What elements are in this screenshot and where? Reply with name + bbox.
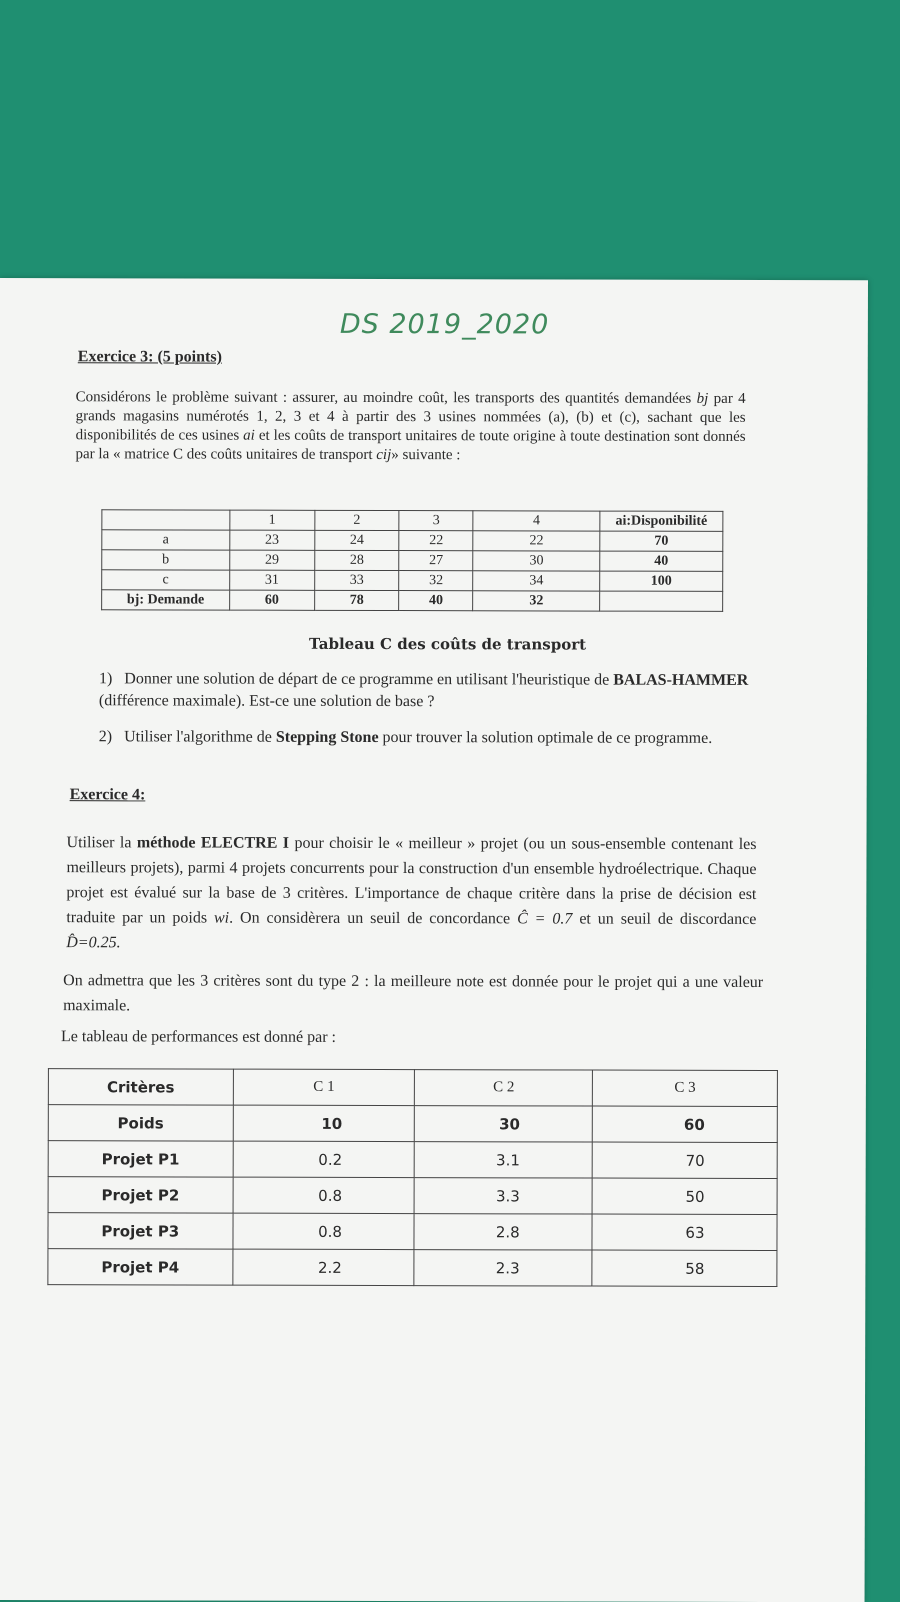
handwritten-annotation: DS 2019_2020 — [339, 308, 550, 341]
question-keyword: BALAS-HAMMER — [613, 671, 749, 689]
table-cell: 10 — [233, 1105, 415, 1141]
question-2 — [99, 726, 751, 750]
exercise-4-title: Exercice 4: — [69, 786, 146, 804]
exam-paper — [0, 278, 868, 1602]
statement-part: Considérons le problème suivant : assurer, au moindre coût, les transports des quantités demandées — [75, 389, 697, 407]
exercise-3-title: Exercice 3: (5 points) — [77, 348, 222, 366]
table-cell: 70 — [592, 1142, 777, 1178]
table-cell: 1 — [230, 510, 315, 530]
table-cell: 3.1 — [415, 1142, 593, 1178]
method-name: méthode ELECTRE I — [136, 834, 290, 852]
table-cell: a — [102, 530, 230, 550]
table-cell: 70 — [600, 531, 723, 551]
table-cell: 24 — [314, 530, 399, 550]
question-keyword: Stepping Stone — [275, 728, 379, 746]
table-cell: Projet P4 — [48, 1249, 233, 1285]
table-cell: 2.2 — [233, 1249, 415, 1285]
table-cell — [102, 510, 230, 530]
table-row — [48, 1249, 777, 1287]
table-cell: 40 — [399, 591, 473, 611]
table-cell: 4 — [473, 511, 600, 531]
table-cell: 30 — [415, 1106, 593, 1142]
table-cell: 31 — [230, 570, 315, 590]
discordance-threshold: D̂=0.25. — [66, 934, 121, 952]
table-cell: 3.3 — [415, 1178, 593, 1214]
exercise-3-statement — [76, 388, 746, 466]
table-cell: 27 — [399, 551, 473, 571]
exercise-4-criteria-type: On admettra que les 3 critères sont du type 2 : la meilleure note est donnée pour le projet qui a une valeur maximale. — [63, 972, 764, 1015]
table-row — [48, 1213, 777, 1251]
table-cell: 30 — [473, 551, 600, 571]
statement-part: par 4 grands magasins numérotés 1, 2, 3 et 4 à partir des 3 usines nommées (a), (b) et (c), sachant que les disponibilités de ces usines — [75, 390, 746, 444]
table-row-demand — [102, 590, 723, 612]
table-cell: 34 — [473, 571, 600, 591]
table-cell: Projet P1 — [48, 1141, 233, 1177]
exercise-4-table-intro: Le tableau de performances est donné par : — [60, 1028, 337, 1046]
question-text: (différence maximale). Est-ce une solution de base ? — [98, 692, 435, 711]
table-cell: 60 — [592, 1106, 777, 1142]
var-a: ai — [243, 427, 255, 444]
table-cell: c — [102, 570, 230, 590]
table-cell: 0.8 — [233, 1213, 415, 1249]
table-row — [102, 530, 723, 552]
var-c: cij — [376, 446, 392, 464]
table-header-row — [48, 1069, 777, 1107]
table-cell: 0.8 — [233, 1177, 415, 1213]
table-cell: bj: Demande — [102, 590, 230, 610]
statement-part: » suivante : — [391, 447, 461, 464]
table-cell: 33 — [314, 570, 399, 590]
table-row-weights — [48, 1105, 777, 1143]
table-cell: Critères — [48, 1069, 233, 1105]
table-cell: 23 — [230, 530, 315, 550]
table-cell: C 1 — [233, 1069, 415, 1105]
statement-part: Utiliser la — [66, 834, 137, 852]
question-text: pour trouver la solution optimale de ce programme. — [378, 728, 713, 747]
exercise-4-statement — [66, 830, 756, 957]
table-cell: 2.8 — [414, 1214, 592, 1250]
table-cell: 32 — [473, 591, 600, 611]
var-b: bj — [696, 390, 709, 407]
table-cell: b — [102, 550, 230, 570]
table-row — [102, 570, 723, 592]
table-cell: ai:Disponibilité — [600, 511, 723, 531]
concordance-threshold: Ĉ = 0.7 — [517, 910, 573, 928]
var-w: wi — [213, 909, 230, 927]
question-1 — [99, 668, 749, 714]
table-cell: 60 — [229, 590, 314, 610]
question-text: Donner une solution de départ de ce programme en utilisant l'heuristique de — [124, 670, 614, 689]
table-cell: C 3 — [593, 1070, 778, 1106]
table-caption: Tableau C des coûts de transport — [309, 634, 587, 654]
statement-part: . On considèrera un seuil de concordance — [229, 909, 518, 928]
statement-part: et un seuil de discordance — [572, 910, 757, 928]
question-text: Utiliser l'algorithme de — [124, 728, 276, 746]
statement-part: et les coûts de transport unitaires de toute origine à toute destination sont donnés par la « matrice C des coûts unitaires de transport — [75, 427, 746, 463]
table-cell: C 2 — [415, 1070, 593, 1106]
performance-table — [47, 1068, 778, 1287]
table-cell: 2 — [314, 510, 399, 530]
table-cell: 40 — [600, 551, 723, 571]
table-header-row — [102, 510, 723, 532]
table-cell: 2.3 — [414, 1250, 592, 1286]
table-row — [102, 550, 723, 572]
table-cell: 50 — [592, 1178, 777, 1214]
cost-matrix-table — [101, 509, 723, 612]
table-cell: 22 — [473, 531, 600, 551]
table-cell: Projet P3 — [48, 1213, 233, 1249]
table-row — [48, 1141, 777, 1179]
table-cell: 28 — [314, 550, 399, 570]
question-number: 2) — [98, 728, 113, 746]
table-cell: 29 — [230, 550, 315, 570]
statement-part: pour choisir le « meilleur » projet (ou un sous-ensemble contenant les meilleurs projets), parmi 4 projets concurrents pour la construction d'un ensemble hydroélectrique. Chaque projet est évalué sur la base de 3 critères. L'importance de chaque critère dans la prise de décision est traduite par un poids — [66, 834, 757, 927]
table-cell — [600, 591, 723, 611]
table-cell: Projet P2 — [48, 1177, 233, 1213]
table-cell: 100 — [600, 571, 723, 591]
table-cell: 22 — [399, 531, 473, 551]
table-cell: 58 — [592, 1250, 777, 1286]
table-cell: Poids — [48, 1105, 233, 1141]
table-cell: 78 — [314, 590, 399, 610]
table-cell: 63 — [592, 1214, 777, 1250]
table-cell: 0.2 — [233, 1141, 415, 1177]
question-number: 1) — [98, 670, 113, 688]
table-row — [48, 1177, 777, 1215]
table-cell: 32 — [399, 571, 473, 591]
table-cell: 3 — [399, 511, 473, 531]
